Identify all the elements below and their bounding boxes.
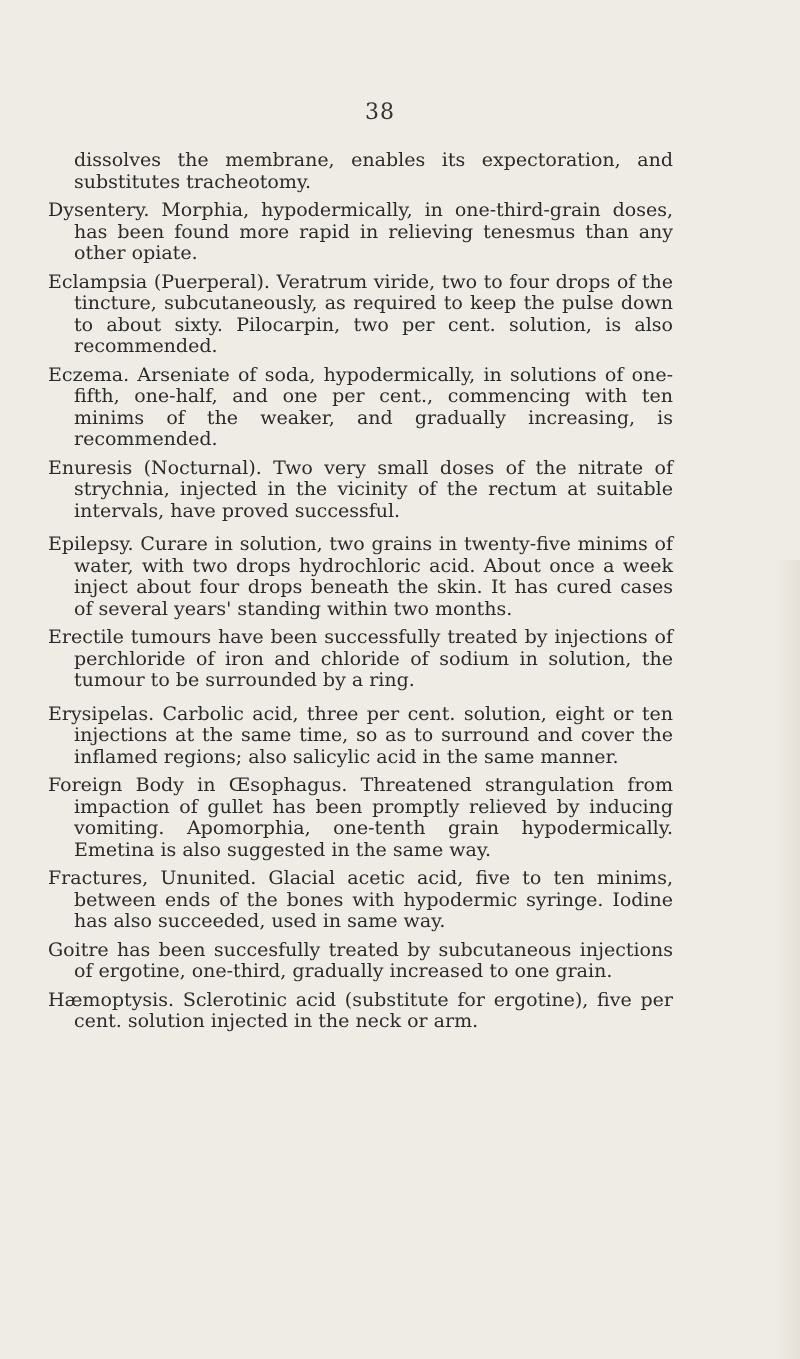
paragraph-eczema: Eczema. Arseniate of soda, hypodermically, in solutions of one-fifth, one-half, and one per cent., commencing with ten minims of the weaker, and gradually increasing, is recommended. xyxy=(48,363,673,450)
paragraph-tracheotomy-continuation: dissolves the membrane, enables its expectoration, and substitutes tracheotomy. xyxy=(74,149,673,193)
paragraph-eclampsia: Eclampsia (Puerperal). Veratrum viride, two to four drops of the tincture, subcutaneously, as required to keep the pulse down to about sixty. Pilocarpin, two per cent. solution, is also recommended. xyxy=(48,270,673,357)
paragraph-enuresis: Enuresis (Nocturnal). Two very small doses of the nitrate of strychnia, injected in the vicinity of the rectum at suitable intervals, have proved successful. xyxy=(48,456,673,522)
paragraph-dysentery: Dysentery. Morphia, hypodermically, in one-third-grain doses, has been found more rapid in relieving tenesmus than any other opiate. xyxy=(48,199,673,264)
page-edge-shadow xyxy=(776,560,800,1359)
paragraph-foreign-body: Foreign Body in Œsophagus. Threatened strangulation from impaction of gullet has been promptly relieved by inducing vomiting. Apomorphia, one-tenth grain hypodermically. Emetina is also suggested in the same way. xyxy=(48,774,673,861)
page-number: 38 xyxy=(365,100,395,125)
paragraph-goitre: Goitre has been succesfully treated by subcutaneous injections of ergotine, one-third, gradually increased to one grain. xyxy=(48,938,673,982)
paragraph-epilepsy: Epilepsy. Curare in solution, two grains in twenty-five minims of water, with two drops hydrochloric acid. About once a week inject about four drops beneath the skin. It has cured cases of several years' standing within two months. xyxy=(48,533,673,620)
paragraph-erectile-tumours: Erectile tumours have been successfully treated by injections of perchloride of iron and chloride of sodium in solution, the tumour to be surrounded by a ring. xyxy=(48,626,673,691)
paragraph-haemoptysis: Hæmoptysis. Sclerotinic acid (substitute for ergotine), five per cent. solution injected in the neck or arm. xyxy=(48,988,673,1032)
paragraph-erysipelas: Erysipelas. Carbolic acid, three per cent. solution, eight or ten injections at the same time, so as to surround and cover the inflamed regions; also salicylic acid in the same manner. xyxy=(48,702,673,768)
paragraph-fractures: Fractures, Ununited. Glacial acetic acid, five to ten minims, between ends of the bones with hypodermic syringe. Iodine has also succeeded, used in same way. xyxy=(48,867,673,932)
page-body xyxy=(48,150,673,1040)
